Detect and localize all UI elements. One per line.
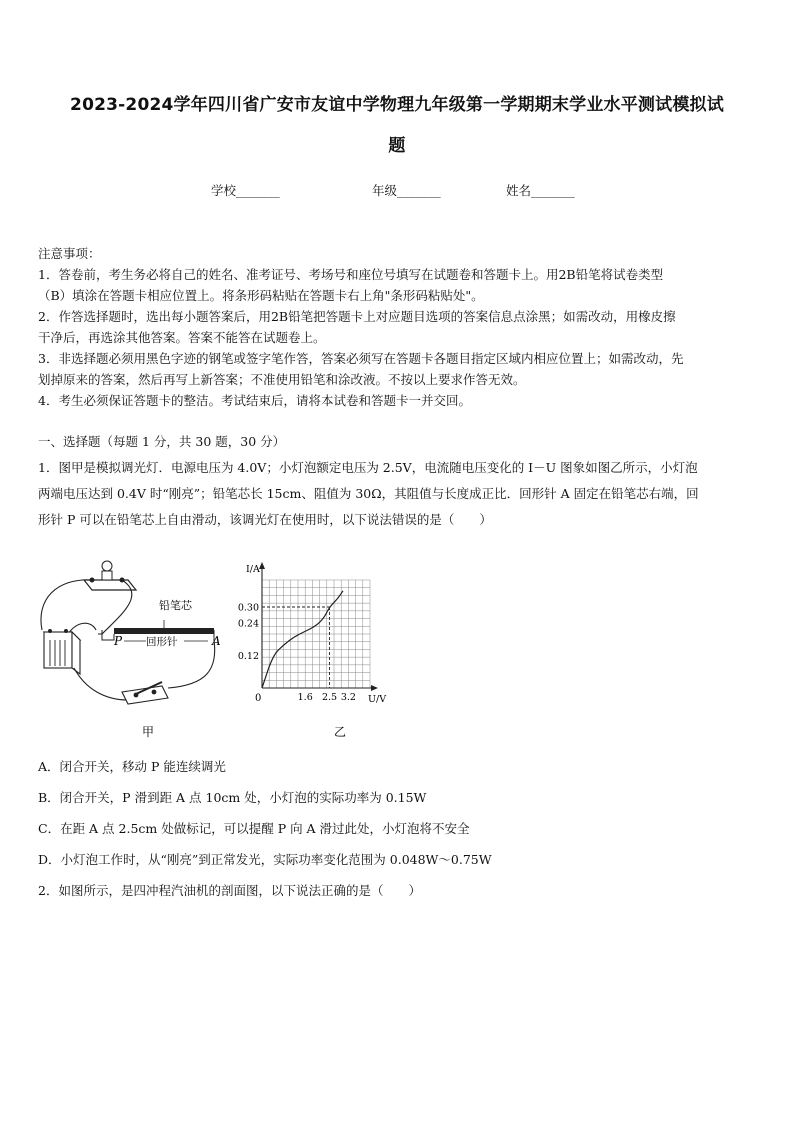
x-tick-label: 2.5 — [321, 692, 338, 703]
x-tick-label: 1.6 — [297, 692, 313, 703]
notice-line: 干净后，再选涂其他答案。答案不能答在试题卷上。 — [38, 330, 326, 345]
question-1-line: 形针 P 可以在铅笔芯上自由滑动，该调光灯在使用时，以下说法错误的是（ ） — [38, 512, 492, 527]
notice-line: 4．考生必须保证答题卡的整洁。考试结束后，请将本试卷和答题卡一并交回。 — [38, 393, 471, 408]
section-heading: 一、选择题（每题 1 分，共 30 题，30 分） — [38, 434, 286, 449]
switch-icon[interactable] — [122, 682, 168, 704]
x-tick-label: 3.2 — [340, 692, 356, 703]
label-pencil-lead: 铅笔芯 — [159, 599, 192, 612]
y-tick-label: 0.30 — [237, 602, 259, 614]
exam-title-line2: 题 — [388, 136, 406, 156]
battery-icon — [44, 629, 80, 674]
iu-curve — [262, 591, 343, 688]
notice-heading: 注意事项： — [38, 246, 101, 261]
school-field[interactable]: 学校_______ — [211, 183, 280, 198]
label-a: A — [212, 634, 221, 648]
label-clip: 回形针 — [146, 636, 178, 648]
notice-line: 1．答卷前，考生务必将自己的姓名、准考证号、考场号和座位号填写在试题卷和答题卡上。用2B铅笔将试卷类型 — [38, 267, 664, 282]
y-axis-label: I/A — [246, 564, 260, 575]
option-b[interactable]: B．闭合开关，P 滑到距 A 点 10cm 处，小灯泡的实际功率为 0.15W — [38, 790, 427, 805]
x-axis-label: U/V — [368, 694, 387, 705]
option-d[interactable]: D．小灯泡工作时，从“刚亮”到正常发光，实际功率变化范围为 0.048W～0.75W — [38, 852, 492, 867]
notice-line: 划掉原来的答案，然后再写上新答案；不准使用铅笔和涂改液。不按以上要求作答无效。 — [38, 372, 526, 387]
figure-yi-caption: 乙 — [334, 725, 347, 739]
option-a[interactable]: A．闭合开关，移动 P 能连续调光 — [38, 759, 226, 774]
option-c[interactable]: C．在距 A 点 2.5cm 处做标记，可以提醒 P 向 A 滑过此处，小灯泡将不安全 — [38, 821, 470, 836]
question-1-line: 两端电压达到 0.4V 时“刚亮”；铅笔芯长 15cm、阻值为 30Ω，其阻值与长度成正比．回形针 A 固定在铅笔芯右端，回 — [38, 486, 699, 501]
notice-line: 2．作答选择题时，选出每小题答案后，用2B铅笔把答题卡上对应题目选项的答案信息点涂黑；如需改动，用橡皮擦 — [38, 309, 676, 324]
iu-graph — [232, 560, 392, 745]
label-p: P — [114, 634, 123, 648]
question-2-stem: 2．如图所示，是四冲程汽油机的剖面图，以下说法正确的是（ ） — [38, 883, 421, 898]
figure-jia-caption: 甲 — [142, 725, 155, 739]
circuit-figure — [36, 560, 236, 745]
pencil-lead — [114, 620, 214, 634]
exam-title-line1: 2023-2024学年四川省广安市友谊中学物理九年级第一学期期末学业水平测试模拟试 — [70, 95, 724, 115]
y-tick-label: 0.12 — [237, 651, 259, 663]
notice-block — [38, 243, 760, 411]
name-field[interactable]: 姓名_______ — [506, 183, 575, 198]
grade-field[interactable]: 年级_______ — [372, 183, 441, 198]
y-tick-label: 0.24 — [237, 618, 259, 630]
notice-line: 3．非选择题必须用黑色字迹的钢笔或签字笔作答，答案必须写在答题卡各题目指定区域内相应位置上；如需改动，先 — [38, 351, 684, 366]
origin-label: 0 — [255, 693, 262, 704]
notice-line: （B）填涂在答题卡相应位置上。将条形码粘贴在答题卡右上角"条形码粘贴处"。 — [38, 288, 484, 303]
question-1-stem — [38, 455, 760, 533]
question-1-line: 1．图甲是模拟调光灯．电源电压为 4.0V；小灯泡额定电压为 2.5V，电流随电压变化的 I－U 图象如图乙所示，小灯泡 — [38, 460, 698, 475]
